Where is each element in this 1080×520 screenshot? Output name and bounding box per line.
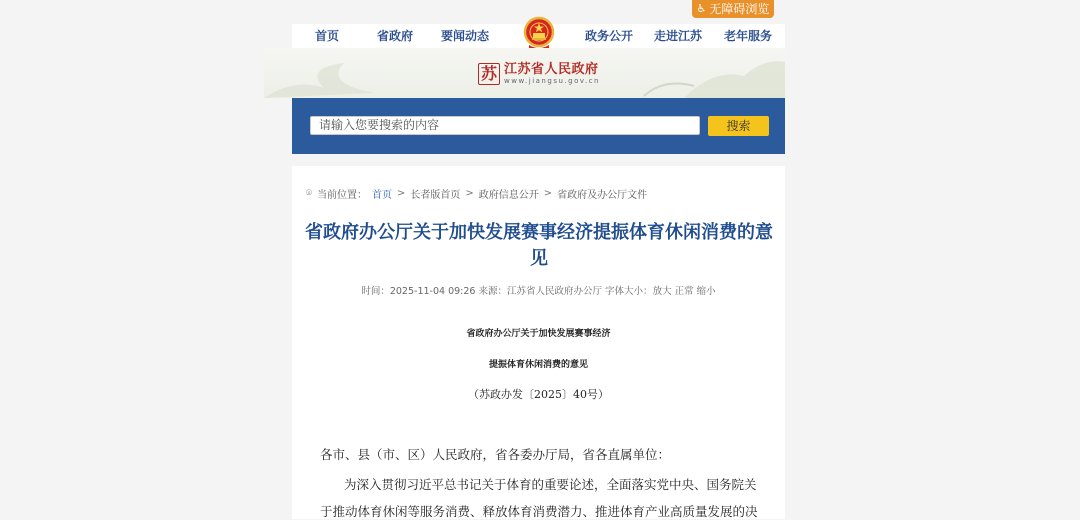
- location-pin-icon: ⌾: [306, 187, 312, 199]
- article-source: 江苏省人民政府办公厅: [507, 286, 603, 297]
- breadcrumb-gov-info[interactable]: 政府信息公开: [478, 189, 539, 201]
- fontsize-label: 字体大小：: [605, 286, 653, 297]
- article-title: 省政府办公厅关于加快发展赛事经济提振体育休闲消费的意见: [305, 222, 773, 269]
- breadcrumb-home[interactable]: 首页: [372, 189, 392, 201]
- article-meta: [292, 283, 785, 297]
- article-paragraph: 为深入贯彻习近平总书记关于体育的重要论述，全面落实党中央、国务院关: [344, 477, 757, 492]
- site-name: 江苏省人民政府: [504, 62, 599, 77]
- site-brand[interactable]: [478, 60, 600, 88]
- article-paragraph: 各市、县（市、区）人民政府，省各委办厅局，省各直属单位：: [320, 447, 671, 462]
- search-input[interactable]: [310, 116, 700, 135]
- jiangsu-logo-icon: 苏: [478, 63, 500, 85]
- breadcrumb-elderly-home[interactable]: 长者版首页: [410, 189, 461, 201]
- nav-province-gov[interactable]: 省政府: [376, 29, 413, 43]
- time-label: 时间：: [361, 286, 390, 297]
- document-number: （苏政办发〔2025〕40号）: [468, 388, 609, 401]
- publish-time: 2025-11-04 09:26: [389, 286, 476, 297]
- source-label: 来源：: [478, 286, 507, 297]
- font-larger-button[interactable]: 放大: [652, 286, 672, 297]
- breadcrumb-separator: >: [543, 187, 553, 199]
- document-heading-line-1: 省政府办公厅关于加快发展赛事经济: [466, 329, 611, 339]
- wheelchair-icon: ♿: [696, 2, 707, 15]
- breadcrumb-prefix: 当前位置：: [317, 189, 367, 201]
- nav-gov-affairs[interactable]: 政务公开: [584, 29, 633, 43]
- nav-home[interactable]: 首页: [314, 29, 339, 43]
- document-heading-line-2: 提振体育休闲消费的意见: [488, 360, 588, 370]
- font-normal-button[interactable]: 正常: [674, 286, 694, 297]
- site-url: www.jiangsu.gov.cn: [504, 77, 600, 85]
- content-card: [292, 166, 785, 519]
- nav-news[interactable]: 要闻动态: [440, 29, 489, 43]
- accessibility-button[interactable]: [692, 0, 774, 18]
- search-button[interactable]: 搜索: [708, 116, 769, 136]
- nav-elderly-services[interactable]: 老年服务: [723, 29, 772, 43]
- font-smaller-button[interactable]: 缩小: [696, 286, 716, 297]
- article-paragraph: 于推动体育休闲等服务消费、释放体育消费潜力、推进体育产业高质量发展的决: [320, 504, 758, 519]
- accessibility-label: 无障碍浏览: [709, 2, 770, 16]
- breadcrumb-docs[interactable]: 省政府及办公厅文件: [557, 189, 648, 201]
- breadcrumb-separator: >: [465, 187, 474, 199]
- nav-explore-jiangsu[interactable]: 走进江苏: [653, 29, 702, 43]
- breadcrumb-separator: >: [397, 187, 406, 199]
- breadcrumb: [306, 186, 647, 200]
